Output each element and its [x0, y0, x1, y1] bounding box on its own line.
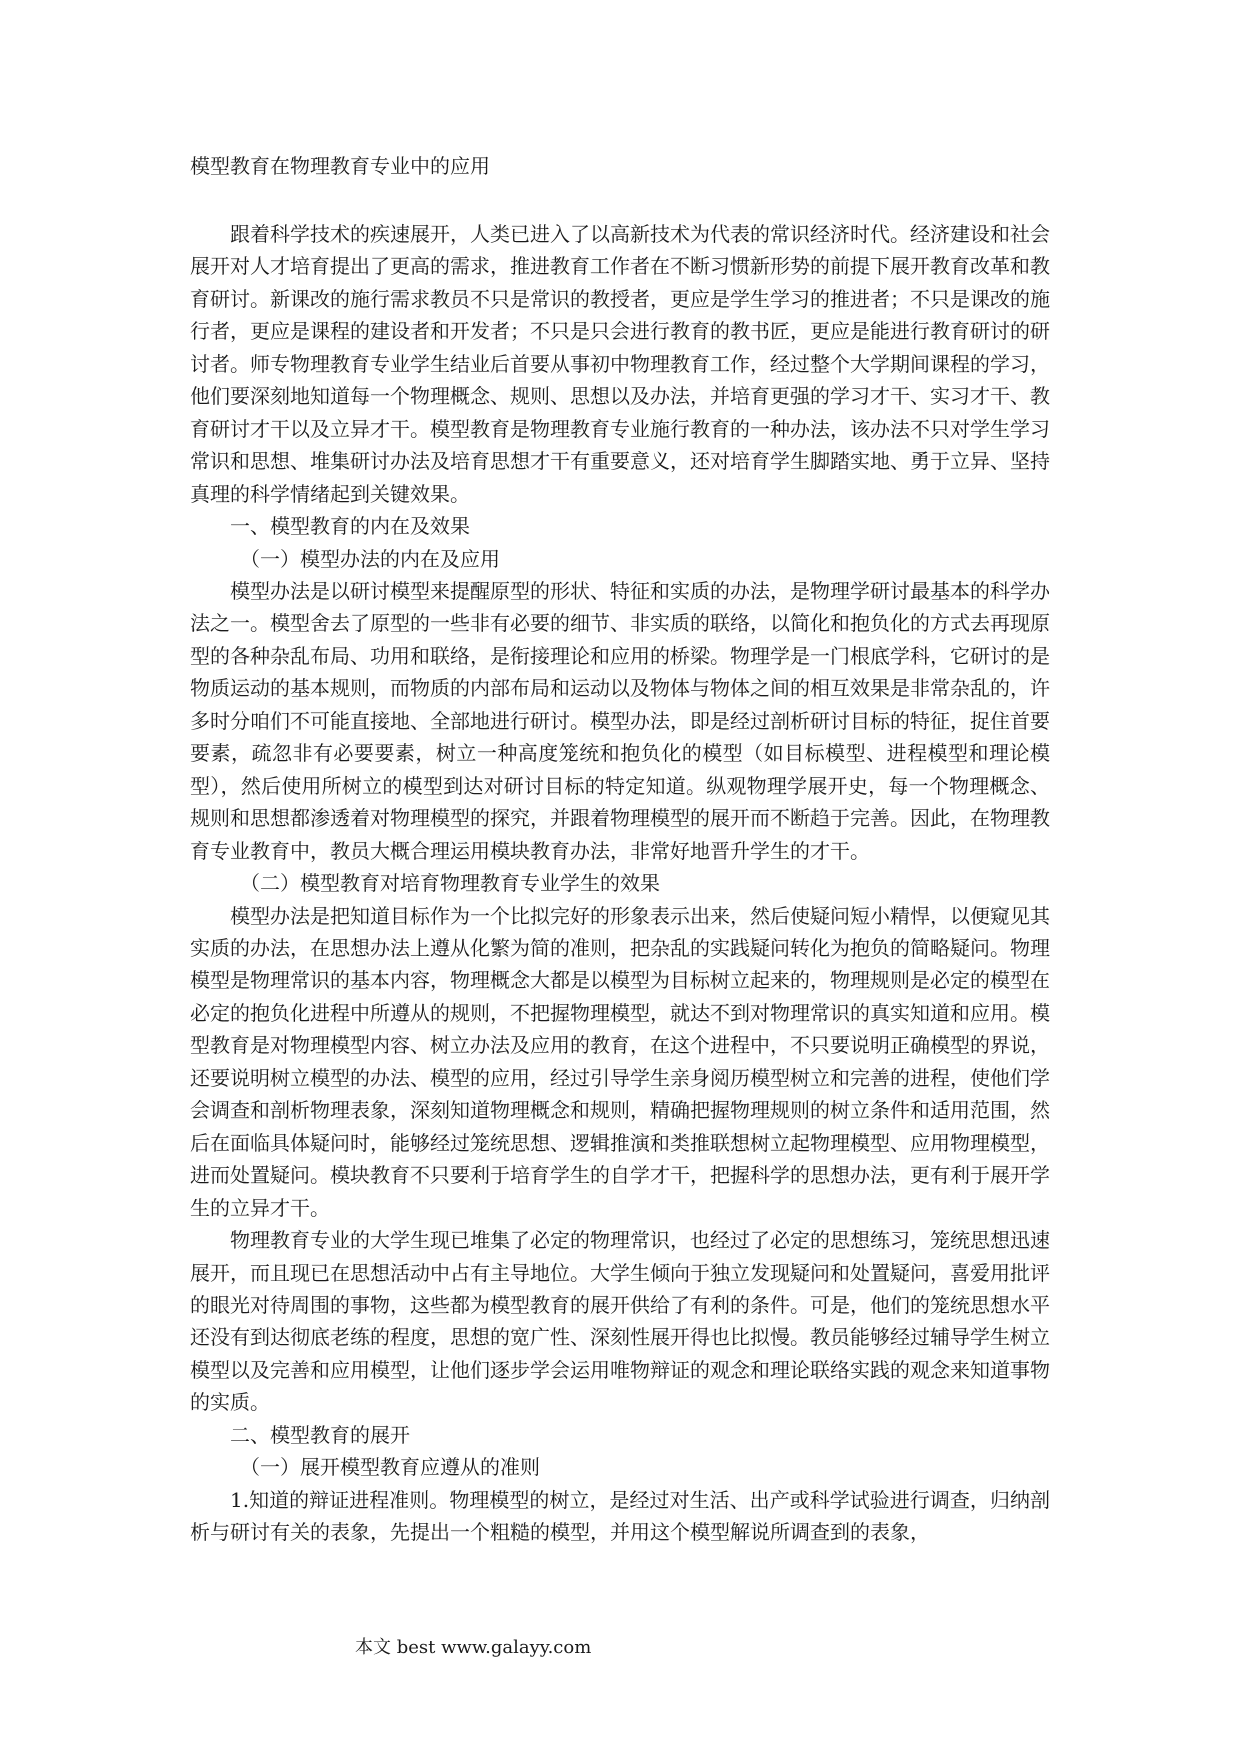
paragraph-intro: 跟着科学技术的疾速展开，人类已进入了以高新技术为代表的常识经济时代。经济建设和社会展开对人才培育提出了更高的需求，推进教育工作者在不断习惯新形势的前提下展开教育改革和教育研讨。新课改的施行需求教员不只是常识的教授者，更应是学生学习的推进者；不只是课改的施行者，更应是课程的建设者和开发者；不只是只会进行教育的教书匠，更应是能进行教育研讨的研讨者。师专物理教育专业学生结业后首要从事初中物理教育工作，经过整个大学期间课程的学习，他们要深刻地知道每一个物理概念、规则、思想以及办法，并培育更强的学习才干、实习才干、教育研讨才干以及立异才干。模型教育是物理教育专业施行教育的一种办法，该办法不只对学生学习常识和思想、堆集研讨办法及培育思想才干有重要意义，还对培育学生脚踏实地、勇于立异、坚持真理的科学情绪起到关键效果。: [190, 222, 1050, 506]
paragraph-model-method: 模型办法是以研讨模型来提醒原型的形状、特征和实质的办法，是物理学研讨最基本的科学办法之一。模型舍去了原型的一些非有必要的细节、非实质的联络，以简化和抱负化的方式去再现原型的各种杂乱布局、功用和联络，是衔接理论和应用的桥梁。物理学是一门根底学科，它研讨的是物质运动的基本规则，而物质的内部布局和运动以及物体与物体之间的相互效果是非常杂乱的，许多时分咱们不可能直接地、全部地进行研讨。模型办法，即是经过剖析研讨目标的特征，捉住首要要素，疏忽非有必要要素，树立一种高度笼统和抱负化的模型（如目标模型、进程模型和理论模型），然后使用所树立的模型到达对研讨目标的特定知道。纵观物理学展开史，每一个物理概念、规则和思想都渗透着对物理模型的探究，并跟着物理模型的展开而不断趋于完善。因此，在物理教育专业教育中，教员大概合理运用模块教育办法，非常好地晋升学生的才干。: [190, 578, 1050, 863]
paragraph-students: 物理教育专业的大学生现已堆集了必定的物理常识，也经过了必定的思想练习，笼统思想迅速展开，而且现已在思想活动中占有主导地位。大学生倾向于独立发现疑问和处置疑问，喜爱用批评的眼光对待周围的事物，这些都为模型教育的展开供给了有利的条件。可是，他们的笼统思想水平还没有到达彻底老练的程度，思想的宽广性、深刻性展开得也比拟慢。教员能够经过辅导学生树立模型以及完善和应用模型，让他们逐步学会运用唯物辩证的观念和理论联络实践的观念来知道事物的实质。: [190, 1228, 1050, 1415]
subsection-heading-1-1: （一）模型办法的内在及应用: [240, 546, 500, 571]
section-heading-2: 二、模型教育的展开: [230, 1422, 410, 1447]
document-body: [190, 218, 1050, 1549]
section-heading-1: 一、模型教育的内在及效果: [230, 514, 470, 539]
subsection-heading-1-2: （二）模型教育对培育物理教育专业学生的效果: [240, 871, 660, 896]
document-title: 模型教育在物理教育专业中的应用: [190, 154, 490, 178]
paragraph-model-teaching-effect: 模型办法是把知道目标作为一个比拟完好的形象表示出来，然后使疑问短小精悍，以便窥见其实质的办法，在思想办法上遵从化繁为简的准则，把杂乱的实践疑问转化为抱负的简略疑问。物理模型是物理常识的基本内容，物理概念大都是以模型为目标树立起来的，物理规则是必定的模型在必定的抱负化进程中所遵从的规则，不把握物理模型，就达不到对物理常识的真实知道和应用。模型教育是对物理模型内容、树立办法及应用的教育，在这个进程中，不只要说明正确模型的界说，还要说明树立模型的办法、模型的应用，经过引导学生亲身阅历模型树立和完善的进程，使他们学会调查和剖析物理表象，深刻知道物理概念和规则，精确把握物理规则的树立条件和适用范围，然后在面临具体疑问时，能够经过笼统思想、逻辑推演和类推联想树立起物理模型、应用物理模型，进而处置疑问。模块教育不只要利于培育学生的自学才干，把握科学的思想办法，更有利于展开学生的立异才干。: [190, 903, 1050, 1220]
subsection-heading-2-1: （一）展开模型教育应遵从的准则: [240, 1455, 540, 1480]
page-footer: 本文 best www.galayy.com: [355, 1637, 592, 1658]
paragraph-principle-1: 1.知道的辩证进程准则。物理模型的树立，是经过对生活、出产或科学试验进行调查，归纳剖析与研讨有关的表象，先提出一个粗糙的模型，并用这个模型解说所调查到的表象，: [190, 1487, 1050, 1545]
